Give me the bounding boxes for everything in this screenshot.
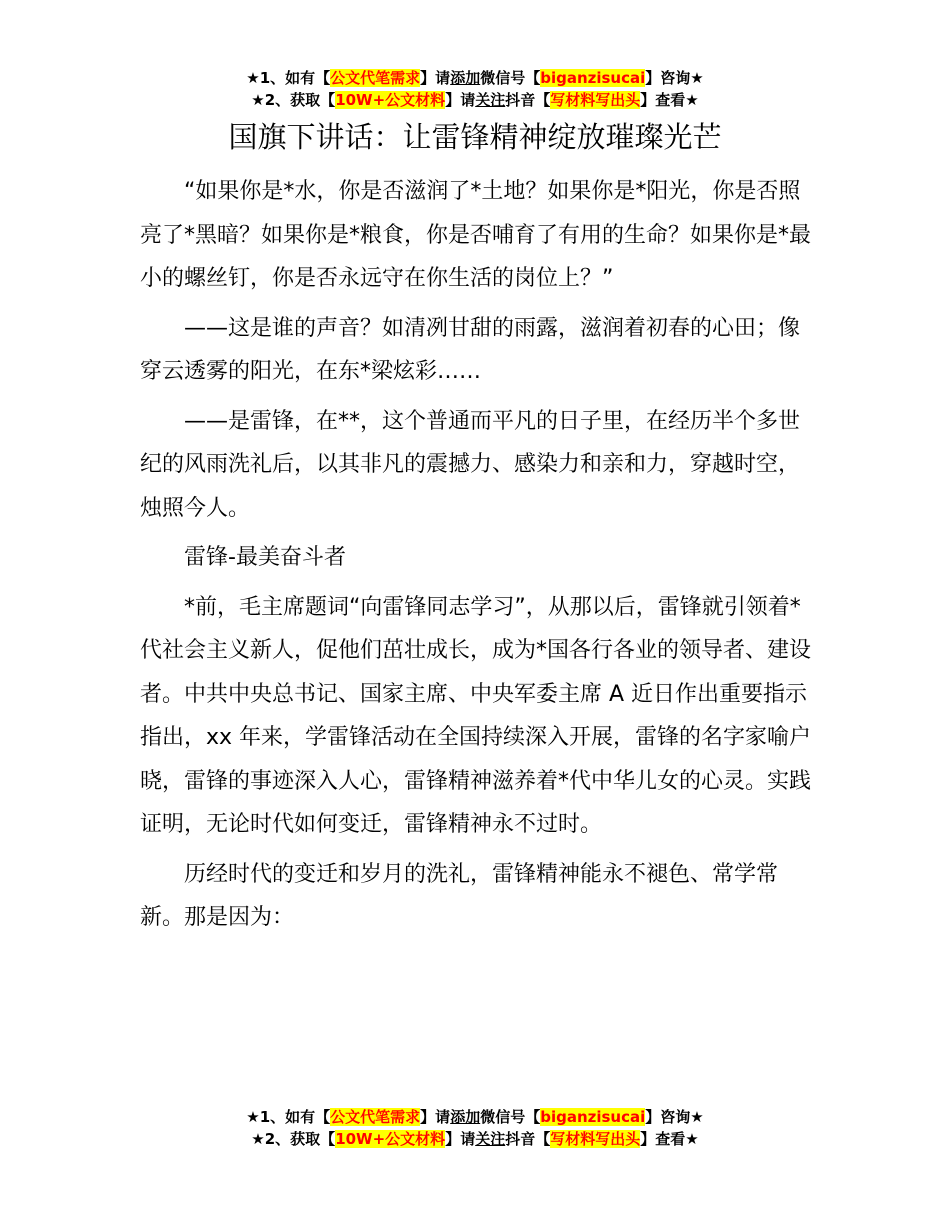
page-title: 国旗下讲话：让雷锋精神绽放璀璨光芒 (228, 120, 722, 154)
banner-line-2: ★2、获取【10W+公文材料】请关注抖音【写材料写出头】查看★ (251, 91, 699, 109)
paragraph: ——这是谁的声音？如清冽甘甜的雨露，滋润着初春的心田；像穿云透雾的阳光，在东*梁炫彩…… (140, 315, 801, 384)
banner-line-2: ★2、获取【10W+公文材料】请关注抖音【写材料写出头】查看★ (251, 1130, 699, 1148)
paragraph: *前，毛主席题词“向雷锋同志学习”，从那以后，雷锋就引领着*代社会主义新人，促他们茁壮成长，成为*国各行各业的领导者、建设者。中共中央总书记、国家主席、中央军委主席 A 近日作出重要指示指出，xx 年来，学雷锋活动在全国持续深入开展，雷锋的名字家喻户晓，雷锋的事迹深入人心，雷锋精神滋养着*代中华儿女的心灵。实践证明，无论时代如何变迁，雷锋精神永不过时。 (140, 594, 812, 837)
banner-line-1: ★1、如有【公文代笔需求】请添加微信号【biganzisucai】咨询★ (246, 69, 704, 87)
document-body (140, 170, 820, 946)
footer-banner (0, 1106, 950, 1150)
paragraph: ——是雷锋，在**，这个普通而平凡的日子里，在经历半个多世纪的风雨洗礼后，以其非凡的震撼力、感染力和亲和力，穿越时空，烛照今人。 (140, 408, 801, 521)
wechat-id: biganzisucai (540, 69, 646, 87)
banner-highlight: 公文代笔需求 (330, 69, 421, 87)
wechat-id: biganzisucai (540, 1108, 646, 1126)
douyin-account: 写材料写出头 (550, 1130, 641, 1148)
header-banner (0, 67, 950, 111)
douyin-account: 写材料写出头 (550, 91, 641, 109)
banner-line-1: ★1、如有【公文代笔需求】请添加微信号【biganzisucai】咨询★ (246, 1108, 704, 1126)
section-heading: 雷锋-最美奋斗者 (184, 545, 346, 570)
paragraph: 历经时代的变迁和岁月的洗礼，雷锋精神能永不褪色、常学常新。那是因为： (140, 861, 779, 930)
paragraph: “如果你是*水，你是否滋润了*土地？如果你是*阳光，你是否照亮了*黑暗？如果你是*粮食，你是否哺育了有用的生命？如果你是*最小的螺丝钉，你是否永远守在你生活的岗位上？” (140, 179, 812, 291)
banner-highlight: 公文代笔需求 (330, 1108, 421, 1126)
banner-highlight: 10W+公文材料 (335, 91, 446, 109)
banner-highlight: 10W+公文材料 (335, 1130, 446, 1148)
